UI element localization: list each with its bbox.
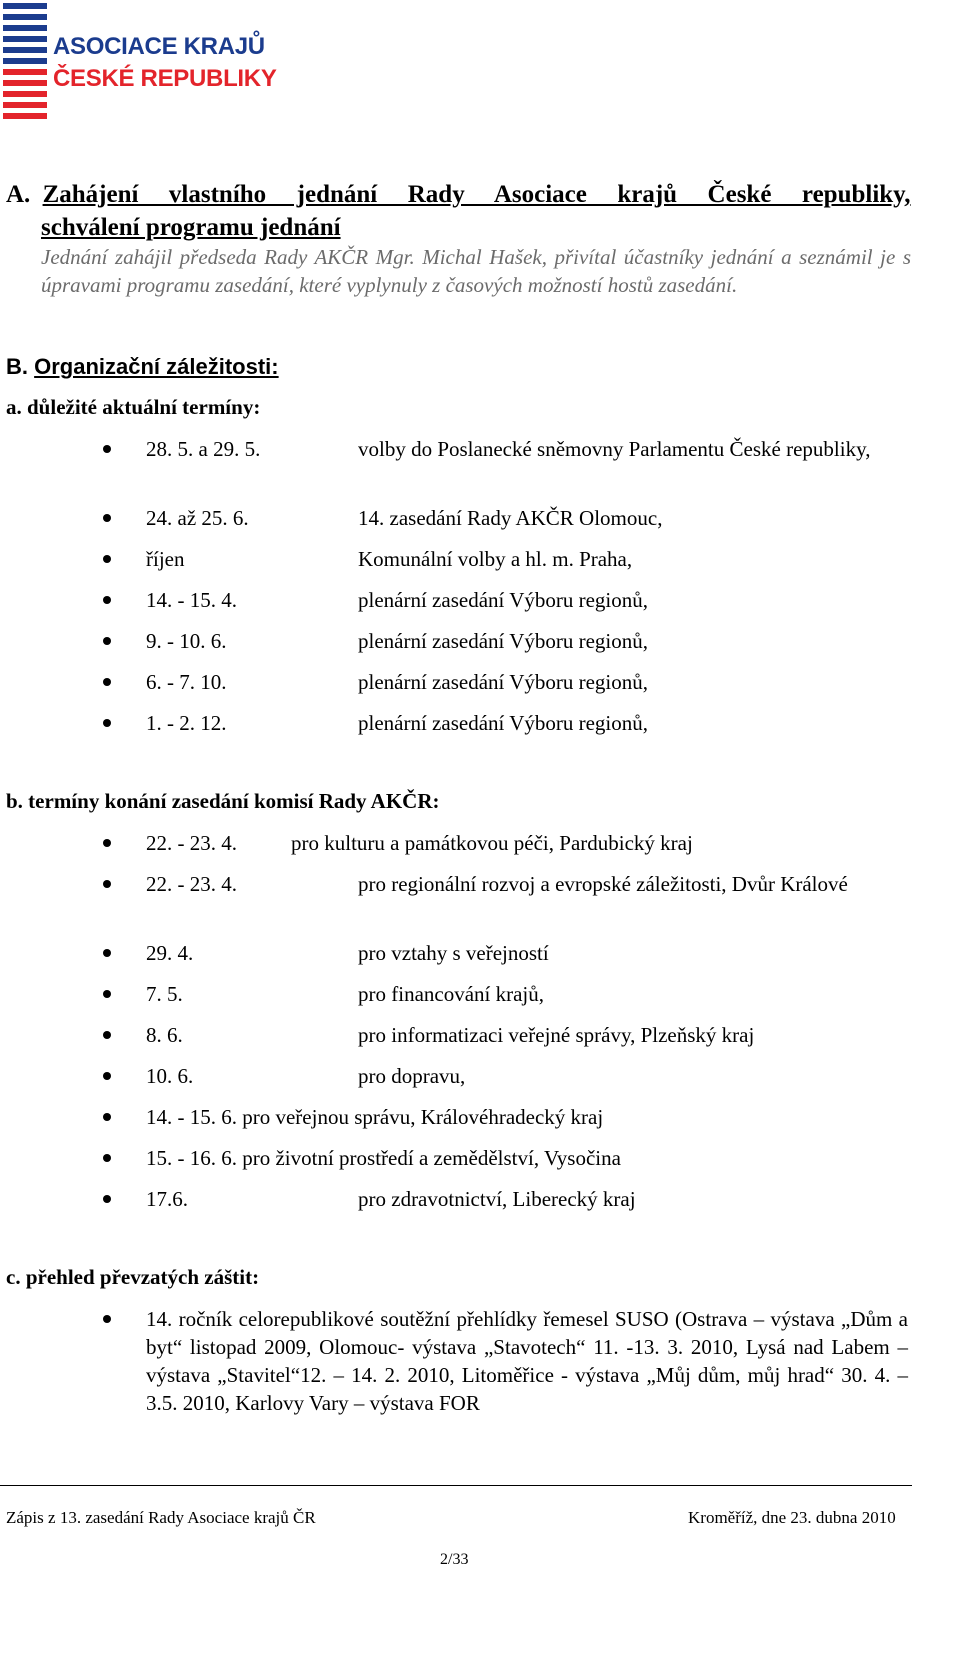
bullet-icon bbox=[103, 637, 111, 645]
bullet-icon bbox=[103, 1195, 111, 1203]
item-text: 14. - 15. 6. pro veřejnou správu, Královéhradecký kraj bbox=[146, 1105, 604, 1129]
item-date: 1. - 2. 12. bbox=[146, 711, 227, 735]
item-date: 22. - 23. 4. bbox=[146, 872, 237, 896]
item-desc: pro regionální rozvoj a evropské záležitosti, Dvůr Králové bbox=[358, 872, 848, 896]
flag-stripes-icon bbox=[3, 3, 47, 125]
item-date: 10. 6. bbox=[146, 1064, 194, 1088]
section-b-title: Organizační záležitosti: bbox=[34, 354, 279, 379]
bullet-icon bbox=[103, 678, 111, 686]
bullet-icon bbox=[103, 514, 111, 522]
sub-b-heading: b. termíny konání zasedání komisí Rady AKČR: bbox=[6, 789, 440, 813]
sub-c-item: 14. ročník celorepublikové soutěžní přehlídky řemesel SUSO (Ostrava – výstava „Dům a byt“ listopad 2009, Olomouc- výstava „Stavotech“ 11. -13. 3. 2010, Lysá nad Labem – výstava „Stavitel“12. – 14. 2. 2010, Litoměřice - výstava „Můj dům, můj hrad“ 30. 4. – 3.5. 2010, Karlovy Vary – výstava FOR bbox=[146, 1307, 908, 1415]
item-date: 6. - 7. 10. bbox=[146, 670, 227, 694]
bullet-icon bbox=[103, 719, 111, 727]
item-date: 22. - 23. 4. bbox=[146, 831, 237, 855]
item-desc: pro dopravu, bbox=[358, 1064, 466, 1088]
footer-right: Kroměříž, dne 23. dubna 2010 bbox=[688, 1508, 896, 1527]
item-desc: pro zdravotnictví, Liberecký kraj bbox=[358, 1187, 636, 1211]
bullet-icon bbox=[103, 445, 111, 453]
section-a-letter: A. bbox=[6, 181, 31, 208]
item-date: 14. - 15. 4. bbox=[146, 588, 237, 612]
logo-text-line1: ASOCIACE KRAJŮ bbox=[53, 33, 265, 60]
sub-c-heading: c. přehled převzatých záštit: bbox=[6, 1265, 260, 1289]
item-desc: plenární zasedání Výboru regionů, bbox=[358, 629, 649, 653]
item-desc: 14. zasedání Rady AKČR Olomouc, bbox=[358, 506, 663, 530]
item-desc: plenární zasedání Výboru regionů, bbox=[358, 711, 649, 735]
item-date: 9. - 10. 6. bbox=[146, 629, 227, 653]
section-a-title-line1: Zahájení vlastního jednání Rady Asociace krajů České republiky, bbox=[42, 181, 911, 208]
section-a-heading bbox=[6, 181, 956, 209]
section-b-heading bbox=[6, 354, 279, 380]
item-desc: Komunální volby a hl. m. Praha, bbox=[358, 547, 633, 571]
bullet-icon bbox=[103, 880, 111, 888]
section-b-letter: B. bbox=[6, 354, 28, 379]
bullet-icon bbox=[103, 990, 111, 998]
item-desc: pro financování krajů, bbox=[358, 982, 545, 1006]
sub-a-heading: a. důležité aktuální termíny: bbox=[6, 395, 261, 419]
bullet-icon bbox=[103, 1031, 111, 1039]
section-a-text: Jednání zahájil předseda Rady AKČR Mgr. Michal Hašek, přivítal účastníky jednání a seznámil je s úpravami programu zasedání, které vyplynuly z časových možností hostů zasedání. bbox=[41, 245, 911, 297]
logo-text-line2: ČESKÉ REPUBLIKY bbox=[53, 65, 277, 92]
footer-divider bbox=[0, 1485, 912, 1486]
bullet-icon bbox=[103, 1154, 111, 1162]
item-date: 24. až 25. 6. bbox=[146, 506, 249, 530]
item-desc: plenární zasedání Výboru regionů, bbox=[358, 670, 649, 694]
item-desc: pro vztahy s veřejností bbox=[358, 941, 549, 965]
item-date: 8. 6. bbox=[146, 1023, 183, 1047]
bullet-icon bbox=[103, 596, 111, 604]
page-number: 2/33 bbox=[440, 1551, 469, 1568]
item-desc: plenární zasedání Výboru regionů, bbox=[358, 588, 649, 612]
bullet-icon bbox=[103, 839, 111, 847]
bullet-icon bbox=[103, 949, 111, 957]
bullet-icon bbox=[103, 1315, 111, 1323]
footer-left: Zápis z 13. zasedání Rady Asociace krajů ČR bbox=[6, 1508, 316, 1527]
bullet-icon bbox=[103, 555, 111, 563]
item-desc: pro kulturu a památkovou péči, Pardubický kraj bbox=[291, 831, 693, 855]
akcr-logo bbox=[3, 3, 277, 125]
item-text: 15. - 16. 6. pro životní prostředí a zemědělství, Vysočina bbox=[146, 1146, 621, 1170]
item-desc: pro informatizaci veřejné správy, Plzeňský kraj bbox=[358, 1023, 755, 1047]
item-date: 28. 5. a 29. 5. bbox=[146, 437, 261, 461]
item-date: 29. 4. bbox=[146, 941, 194, 965]
bullet-icon bbox=[103, 1113, 111, 1121]
bullet-icon bbox=[103, 1072, 111, 1080]
item-date: říjen bbox=[146, 547, 185, 571]
section-a-title-line2: schválení programu jednání bbox=[41, 214, 341, 241]
item-desc: volby do Poslanecké sněmovny Parlamentu České republiky, bbox=[358, 437, 871, 461]
item-date: 17.6. bbox=[146, 1187, 188, 1211]
item-date: 7. 5. bbox=[146, 982, 183, 1006]
